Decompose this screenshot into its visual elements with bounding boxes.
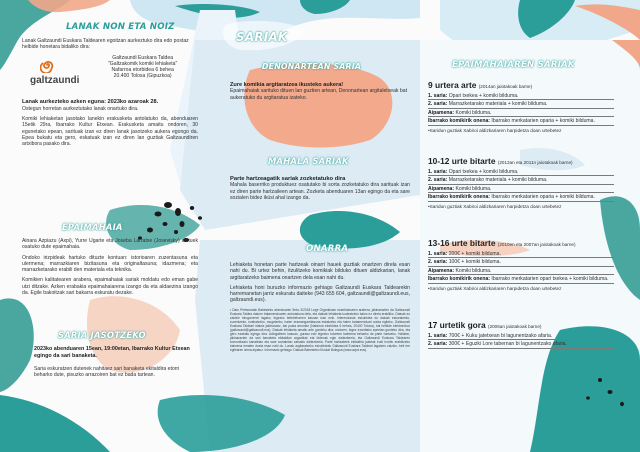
- prize-group: [428, 320, 614, 349]
- prize-text: 700€ + Kuku jatetxean bi lagunentzako afaria.: [448, 333, 553, 339]
- onarra-fine-print: • Datu Pertsonalak Babesteko abenduaren 5eko 3/2018 Lege Organikoan ezarritakoaren arabera, jakinarazten da Galtzaundi Euskara Taldea datuen tratamenduaren arduraduna dela, eta datuak lehiaketa kudeatzeko baino ez direla erabiliko. Datuak ez zaizkie hirugarrenei lagako, legezko betebeharren kasuan izan ezik. Interesdunak eskubidea du datuak eskuratzeko, zuzentzeko, ezabatzeko, mugatzeko, haien eramangarritasuna eskatzeko eta haien tratamenduari aurka egiteko, Galtzaundi Euskara Taldeari idatziz jakinaraziz, bai posta arruntez (Nafarroa etorbidea 6 behea, 20400 Tolosa), bai helbide elektronikoz (galtzaundi@galtzaundi.eus). Datuak lehiaketa amaitu arte gordeko dira; ondoren, legez ezarritako epeetan gordeko dira, eta gero ezabatu egingo dira. Adingabeen kasuan, guraso edo legezko tutoreen baimena beharko da parte hartzeko. Halaber, jakinarazten da sari banaketa ekitaldian argazkiak eta bideoak egin daitezkeela, eta Galtzaundi Euskara Taldearen komunikazio kanaletan eta sare sozialetan zabaldu daitezkeela. Parte hartzaileek ekitaldira joateak irudi horiek erabiltzeko baimena ematen duela esan nahi du. Lanak argitaratzeko eskubideak Galtzaundi Euskara Taldeari lagatzen zaizkio, beti ere egilearen izena aipatuz. Informazio gehiago: Datuak Babesteko Euskal Bulegoa (www.avpd.eus).: [230, 307, 410, 353]
- mahala-section: [230, 176, 410, 201]
- heading-epaimahaiaren: EPAIMAHAIAREN SARIAK: [452, 60, 575, 70]
- prize-row: [428, 340, 614, 348]
- address-line: "Galtzakomik komiki lehiaketa": [108, 60, 178, 67]
- prize-note: •Saridun guztiak Xabiroi aldizkariaren harpidetza doan urtebetez: [428, 127, 562, 133]
- prize-label: Ibarrako komikirik onena:: [428, 118, 490, 125]
- prize-label: 2. saria:: [428, 341, 448, 348]
- mahala-text: Mahala baserriko produktuez osatutako bi sorta zozketatuko dira sarituak izan ez diren parte hartzaileen artean. Zozketa abenduaren 13an egingo da eta sare sozialen bidez iküsi ahal izango da.: [230, 182, 410, 201]
- prize-row: [428, 185, 614, 193]
- logo-label: galtzaundi: [30, 74, 80, 86]
- heading-denonartean: DENONARTEAN SARIA: [262, 62, 362, 71]
- prize-text: 200€ + komiki bilduma.: [448, 251, 501, 257]
- age-group-title: [428, 80, 614, 92]
- lanak-p2: Komiki lehiaketan jasotako lanekin erakusketa antolatuko da, abenduaren 15etik 29ra, Ibarrako Kultur Etxean. Erakusketa amaitu ondoren, 30 egunetako epean, sarituak izan ez diren lanak jasotzeko aukera egongo da. Epea bukatu eta gero, eskatuak izan ez diren lan guztiak Galtzaundiren artxibora pasako dira.: [22, 116, 198, 148]
- address-line: 20.400 Tolosa (Gipuzkoa): [113, 73, 172, 80]
- spiral-icon: [40, 57, 56, 73]
- lanak-p1: Ostegun horretan aurkeztutako lanak onartuko dira.: [22, 105, 139, 112]
- prize-label: 2. saria:: [428, 259, 448, 266]
- heading-onarra: ONARRA: [306, 244, 349, 254]
- age-years: (2014an jaiotakoak barne): [478, 84, 533, 89]
- prize-text: Komiki bilduma.: [455, 267, 492, 274]
- prize-label: Ibarrako komikirik onena:: [428, 276, 490, 283]
- heading-mahala: MAHALA SARIAK: [268, 156, 349, 166]
- saria-jasotzeko-section: [34, 346, 194, 378]
- prize-text: Marrazketarako materiala + komiki bilduma.: [448, 101, 548, 108]
- prize-label: Aipamena:: [428, 267, 455, 274]
- prize-label: 2. saria:: [428, 177, 448, 184]
- heading-sariak: SARIAK: [236, 30, 288, 44]
- prize-note: •Saridun guztiak Xabiroi aldizkariaren harpidetza doan urtebetez: [428, 203, 562, 209]
- lanak-intro: Lanak Galtzaundi Euskara Taldearen egoitzan aurkeztuko dira edo postaz helbide honetara bidaliko dira:: [22, 38, 189, 51]
- denonartean-text: Epaimahaiak sarituko dituen lan guztien artean, Denonartean argitaletxeak bat aukeratuko du argitaratua izateko.: [230, 88, 407, 101]
- onarra-section: [230, 262, 410, 352]
- heading-lanak: LANAK NON ETA NOIZ: [66, 22, 175, 32]
- galtzaundi-logo: [30, 67, 90, 86]
- prize-row: [428, 332, 614, 340]
- prize-text: Opari txekea + komiki bilduma.: [448, 169, 519, 175]
- age-range: 10-12 urte bitarte: [428, 156, 496, 166]
- prize-row: [428, 100, 614, 108]
- prize-group: [428, 156, 614, 210]
- epaimahaia-section: [22, 238, 198, 296]
- prize-label: Ibarrako komikirik onena:: [428, 194, 490, 201]
- prize-label: 1. saria:: [428, 333, 448, 339]
- prize-text: Ibarrako merkatarien opari txekea + komiki bilduma.: [491, 276, 609, 283]
- prize-group: [428, 238, 614, 292]
- age-group-title: [428, 156, 614, 168]
- prize-text: 300€ + Eguzki Lore tabernan bi lagunentzako afaria.: [448, 341, 567, 348]
- prize-row: [428, 117, 614, 125]
- age-range: 13-16 urte bitarte: [428, 238, 496, 248]
- prize-row: [428, 168, 614, 176]
- prize-text: 100€ + komiki bilduma.: [448, 259, 501, 266]
- prize-text: Komiki bilduma.: [455, 185, 492, 192]
- mahala-title: Parte hartzeagatik sariak zozketatuko dira: [230, 176, 346, 182]
- heading-saria-jasotzeko: SARIA JASOTZEKO: [58, 330, 146, 340]
- prize-label: Aipamena:: [428, 109, 455, 116]
- address-block: [22, 55, 198, 95]
- denonartean-title: Zure komikia argitaratzea ikusteko aukera!: [230, 82, 344, 88]
- denonartean-section: [230, 82, 410, 101]
- prize-text: Ibarrako merkatarien oparia + komiki bilduma.: [491, 194, 595, 201]
- prize-row: [428, 109, 614, 117]
- age-range: 17 urtetik gora: [428, 320, 486, 330]
- jasotzeko-p1: 2023ko abenduaren 15ean, 19:00etan, Ibarrako Kultur Etxean egingo da sari banaketa.: [34, 346, 190, 359]
- prize-row: [428, 176, 614, 184]
- heading-epaimahaia: EPAIMAHAIA: [62, 222, 123, 232]
- epaimahaia-p2: Ondoko irizpideak hartuko dituzte kontuan: istorioaren zuzentasuna eta ulermena; marrazkiaren bizitasuna eta originaltasuna; idazmena; eta marrazketarako erabili den materiala eta teknika.: [22, 254, 198, 274]
- jasotzeko-p2: Saria eskuratzen dutenek nahitaez sari banaketa ekitaldira etorri beharko dute, pisuzko arrazoiren bat ez bada tartean.: [34, 365, 180, 378]
- prize-row: [428, 250, 614, 258]
- prize-row: [428, 267, 614, 275]
- epaimahaia-p3: Komikien kalitatearen arabera, epaimahaiak sariak moldatu edo eman gabe utzi ditzake. Azken erabakia epaimahaiarena izango da eta aldaezina izango da. Egile bakoitzak sari bakarra eskuratu dezake.: [22, 277, 198, 297]
- prize-text: Komiki bilduma.: [455, 109, 492, 116]
- prize-text: Ibarrako merkatarien oparia + komiki bilduma.: [491, 118, 595, 125]
- address-line: Nafarroa etorbidea 6 behea: [111, 67, 174, 74]
- prize-row: [428, 193, 614, 201]
- epaimahaia-p1: Ainara Azpiazu (Axpi), Yurre Ugarte eta Joseba Larratxe (Josevisky) adituek osatuko dute epaimahaia.: [22, 238, 198, 251]
- deadline: Lanak aurkezteko azken eguna: 2023ko azaroak 28.: [22, 98, 159, 105]
- prize-note: •Saridun guztiak Xabiroi aldizkariaren harpidetza doan urtebetez: [428, 285, 562, 291]
- age-range: 9 urtera arte: [428, 80, 477, 90]
- prize-row: [428, 275, 614, 283]
- prize-text: Marrazketarako materiala + komiki bilduma.: [448, 177, 548, 184]
- onarra-p2: Lehiaketa honi buruzko informazio gehiago Galtzaundi Euskara Taldearekin harremanetan jarriz eskuratu daiteke (943 655 604, galtzaundi@galtzaundi.eus, galtzaundi.eus).: [230, 284, 410, 304]
- age-group-title: [428, 238, 614, 250]
- prize-text: Opari txekea + komiki bilduma.: [448, 93, 519, 99]
- prize-group: [428, 80, 614, 134]
- onarra-p1: Lehiaketa honetan parte hartzeak oinarri hauek guztiak onartzen direla esan nahi du. Bi urtez behin, itzulitzeko komikiak bilduko dituen aldizkarian, lanak argitaratzeko baimena onartzen dela esan nahi du.: [230, 262, 410, 281]
- prize-label: 1. saria:: [428, 169, 448, 175]
- address-line: Galtzaundi Euskara Taldea: [112, 54, 174, 61]
- prize-label: 1. saria:: [428, 93, 448, 99]
- age-years: (2010en eta 2007an jaiotakoak barne): [497, 242, 576, 247]
- prize-row: [428, 258, 614, 266]
- age-years: (2006an jaiotakoak barne): [488, 324, 542, 329]
- prize-label: 2. saria:: [428, 101, 448, 108]
- age-group-title: [428, 320, 614, 332]
- left-column: [22, 22, 198, 148]
- prize-label: 1. saria:: [428, 251, 448, 257]
- prize-row: [428, 92, 614, 100]
- prize-label: Aipamena:: [428, 185, 455, 192]
- address-lines: [108, 55, 177, 80]
- age-years: (2013an eta 2011n jaiotakoak barne): [497, 160, 573, 165]
